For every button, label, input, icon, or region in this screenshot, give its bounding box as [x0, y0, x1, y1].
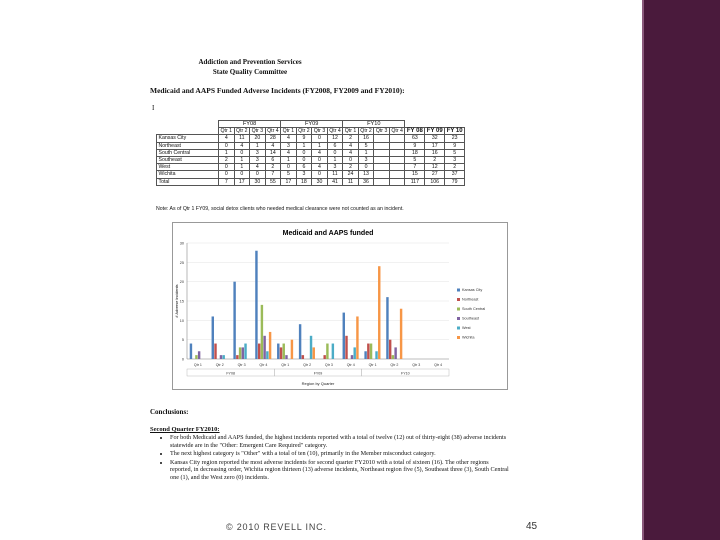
- table-cell: 32: [425, 135, 445, 142]
- table-cell: 9: [405, 142, 425, 149]
- y-tick-label: 5: [181, 338, 184, 343]
- y-tick-label: 10: [179, 318, 184, 323]
- table-cell: 30: [312, 178, 328, 185]
- legend-label: South Central: [462, 307, 486, 311]
- table-cell: 3: [250, 149, 266, 156]
- table-cell: 3: [281, 142, 297, 149]
- legend-label: West: [462, 326, 471, 330]
- table-cell: 17: [281, 178, 297, 185]
- table-cell: 1: [234, 156, 250, 163]
- table-cell: 0: [312, 171, 328, 178]
- table-cell: 11: [327, 171, 343, 178]
- table-cell: 0: [343, 156, 359, 163]
- y-tick-label: 25: [179, 260, 184, 265]
- table-cell: 17: [425, 142, 445, 149]
- y-tick-label: 30: [179, 241, 184, 246]
- quarter-header: Qtr 1: [282, 128, 295, 135]
- table-cell: 0: [312, 135, 328, 142]
- table-cell: 55: [265, 178, 281, 185]
- table-row: [157, 164, 465, 171]
- x-tick-label: Qtr 1: [193, 363, 202, 367]
- table-cell: 36: [358, 178, 374, 185]
- chart-bar: [389, 340, 391, 359]
- quarter-header: Qtr 2: [236, 128, 248, 135]
- table-cell: [389, 171, 405, 178]
- table-cell: 4: [281, 149, 297, 156]
- legend-swatch: [457, 327, 460, 330]
- doc-subtitle: Medicaid and AAPS Funded Adverse Incidents (FY2008, FY2009 and FY2010):: [150, 86, 405, 95]
- chart-bar: [400, 309, 402, 359]
- table-cell: 1: [312, 142, 328, 149]
- table-cell: 6: [265, 156, 281, 163]
- chart-bar: [269, 332, 271, 359]
- table-cell: 28: [265, 135, 281, 142]
- table-cell: 3: [296, 171, 312, 178]
- chart-bar: [190, 344, 192, 359]
- table-cell: 0: [219, 171, 235, 178]
- table-cell: 16: [425, 149, 445, 156]
- x-tick-label: Qtr 4: [259, 363, 268, 367]
- quarter-header: Qtr 1: [344, 128, 357, 135]
- chart-bar: [263, 336, 265, 359]
- incidents-table: [156, 120, 465, 186]
- table-cell: 5: [445, 149, 465, 156]
- chart-bar: [378, 266, 380, 359]
- quarter-header: Qtr 2: [298, 128, 310, 135]
- table-cell: 4: [312, 149, 328, 156]
- chart-bar: [283, 344, 285, 359]
- chart-bar: [258, 344, 260, 359]
- chart-bar: [370, 344, 372, 359]
- x-tick-label: Qtr 2: [390, 363, 399, 367]
- table-cell: 13: [358, 171, 374, 178]
- table-cell: 20: [250, 135, 266, 142]
- legend-swatch: [457, 289, 460, 292]
- group-label: FY10: [401, 371, 410, 376]
- table-row: [157, 142, 465, 149]
- table-cell: 3: [358, 156, 374, 163]
- chart-bar: [313, 347, 315, 359]
- table-cell: 7: [265, 171, 281, 178]
- chart: [172, 222, 508, 390]
- row-label: Total: [157, 178, 219, 185]
- chart-bar: [242, 347, 244, 359]
- chart-bar: [214, 344, 216, 359]
- table-cell: 0: [312, 156, 328, 163]
- chart-bar: [244, 344, 246, 359]
- chart-bar: [277, 344, 279, 359]
- quarter-header: Qtr 3: [251, 128, 264, 135]
- table-cell: 0: [219, 142, 235, 149]
- x-tick-label: Qtr 2: [303, 363, 312, 367]
- doc-title-line2: State Quality Committee: [212, 68, 288, 76]
- table-cell: 79: [445, 178, 465, 185]
- row-label: Southeast: [157, 156, 219, 163]
- chart-bar: [302, 355, 304, 359]
- table-cell: [374, 135, 390, 142]
- legend-label: Southeast: [462, 316, 480, 321]
- row-label: West: [157, 164, 219, 171]
- footer-copyright: © 2010 REVELL INC.: [226, 522, 327, 532]
- table-row: [157, 135, 465, 142]
- group-header: FY10: [343, 121, 405, 128]
- conclusions-subheading: Second Quarter FY2010:: [150, 426, 220, 433]
- table-cell: 0: [234, 149, 250, 156]
- table-cell: 117: [405, 178, 425, 185]
- chart-bar: [212, 316, 214, 359]
- chart-bar: [343, 313, 345, 359]
- table-cell: 0: [327, 149, 343, 156]
- row-label: Kansas City: [157, 135, 219, 142]
- table-cell: 2: [445, 164, 465, 171]
- table-cell: 11: [343, 178, 359, 185]
- quarter-header: Qtr 1: [220, 128, 233, 135]
- table-cell: 1: [234, 164, 250, 171]
- page-number: 45: [526, 521, 538, 532]
- table-cell: 4: [234, 142, 250, 149]
- legend-swatch: [457, 317, 460, 320]
- table-cell: 4: [265, 142, 281, 149]
- fy-header: FY 09: [426, 128, 443, 135]
- group-label: FY09: [313, 371, 323, 376]
- table-cell: 1: [296, 142, 312, 149]
- chart-bar: [332, 344, 334, 359]
- chart-bar: [356, 316, 358, 359]
- table-cell: 2: [425, 156, 445, 163]
- fy-header: FY 10: [446, 128, 463, 135]
- legend-label: Kansas City: [462, 288, 483, 292]
- table-cell: 0: [358, 164, 374, 171]
- table-cell: 2: [343, 164, 359, 171]
- table-cell: 30: [250, 178, 266, 185]
- table-cell: 4: [343, 149, 359, 156]
- table-cell: 5: [281, 171, 297, 178]
- table-cell: [374, 178, 390, 185]
- table-cell: 0: [296, 149, 312, 156]
- table-cell: 27: [425, 171, 445, 178]
- row-label: South Central: [157, 149, 219, 156]
- x-tick-label: Qtr 3: [324, 363, 333, 367]
- list-item: • The next highest category is "Other" with a total of ten (10), primarily in the Member misconduct category.: [170, 450, 510, 458]
- table-cell: 7: [405, 164, 425, 171]
- table-cell: [389, 142, 405, 149]
- table-cell: 0: [250, 171, 266, 178]
- table-note: Note: As of Qtr 1 FY09, social detox clients who needed medical clearance were not counted as an incident.: [156, 206, 404, 212]
- chart-bar: [220, 355, 222, 359]
- quarter-header: Qtr 4: [329, 128, 341, 135]
- table-cell: 63: [405, 135, 425, 142]
- chart-bar: [392, 355, 394, 359]
- table-cell: 7: [219, 178, 235, 185]
- chart-bar: [394, 347, 396, 359]
- side-panel: [642, 0, 720, 540]
- table-cell: 14: [265, 149, 281, 156]
- table-cell: 3: [445, 156, 465, 163]
- x-tick-label: Qtr 3: [237, 363, 246, 367]
- x-tick-label: Qtr 1: [368, 363, 377, 367]
- chart-bar: [255, 251, 257, 359]
- row-label: Northeast: [157, 142, 219, 149]
- chart-bar: [233, 282, 235, 359]
- list-item: • Kansas City region reported the most adverse incidents for second quarter FY2010 with a total of sixteen (16). The other regions reported, in decreasing order, Wichita region thirteen (13) adverse incidents, Northeast region five (5), Southeast three (3), South Central one (1), and the West zero (0) incidents.: [170, 459, 510, 482]
- table-row: [157, 171, 465, 178]
- table-cell: 6: [296, 164, 312, 171]
- table-cell: [389, 135, 405, 142]
- table-cell: 4: [281, 135, 297, 142]
- table-row: [157, 149, 465, 156]
- table-cell: 4: [250, 164, 266, 171]
- table-cell: 16: [358, 135, 374, 142]
- chart-bar: [323, 355, 325, 359]
- table-cell: [374, 142, 390, 149]
- table-cell: 106: [425, 178, 445, 185]
- conclusions-heading: Conclusions:: [150, 408, 189, 416]
- table-cell: 1: [358, 149, 374, 156]
- table-cell: 3: [327, 164, 343, 171]
- group-header: FY09: [281, 121, 343, 128]
- table-cell: 18: [296, 178, 312, 185]
- fy-header: FY 08: [406, 128, 423, 135]
- table-cell: 4: [312, 164, 328, 171]
- group-header: FY08: [219, 121, 281, 128]
- table-cell: 2: [219, 156, 235, 163]
- chart-bar: [367, 344, 369, 359]
- table-cell: 41: [327, 178, 343, 185]
- table-cell: 5: [358, 142, 374, 149]
- table-cell: 2: [265, 164, 281, 171]
- table-cell: 17: [234, 178, 250, 185]
- y-axis-label: # Adverse Incidents: [175, 284, 179, 318]
- x-axis-label: Region by Quarter: [301, 381, 335, 386]
- table-cell: 37: [445, 171, 465, 178]
- table-cell: 15: [405, 171, 425, 178]
- table-cell: 5: [405, 156, 425, 163]
- table-cell: 1: [219, 149, 235, 156]
- table-cell: 12: [327, 135, 343, 142]
- table-cell: [389, 164, 405, 171]
- table-cell: 2: [343, 135, 359, 142]
- table-cell: [389, 156, 405, 163]
- x-tick-label: Qtr 2: [215, 363, 224, 367]
- doc-title-line1: Addiction and Prevention Services: [198, 58, 302, 66]
- table-cell: 0: [281, 164, 297, 171]
- quarter-header: Qtr 4: [391, 128, 403, 135]
- table-cell: [374, 149, 390, 156]
- chart-title: Medicaid and AAPS funded: [282, 230, 374, 237]
- chart-bar: [266, 351, 268, 359]
- table-cell: 4: [219, 135, 235, 142]
- table-cell: 0: [219, 164, 235, 171]
- section-marker: I: [152, 104, 155, 112]
- table-row: [157, 156, 465, 163]
- side-panel-stripe: [642, 0, 644, 540]
- table-cell: 12: [425, 164, 445, 171]
- chart-bar: [285, 355, 287, 359]
- x-tick-label: Qtr 3: [412, 363, 421, 367]
- chart-bar: [310, 336, 312, 359]
- table-cell: 6: [327, 142, 343, 149]
- chart-bar: [386, 297, 388, 359]
- quarter-header: Qtr 3: [313, 128, 326, 135]
- chart-canvas: [173, 223, 507, 389]
- quarter-header: Qtr 3: [375, 128, 388, 135]
- y-tick-label: 20: [179, 280, 184, 285]
- table-cell: 18: [405, 149, 425, 156]
- x-tick-label: Qtr 1: [281, 363, 290, 367]
- legend-swatch: [457, 336, 460, 339]
- table-cell: 9: [296, 135, 312, 142]
- table-cell: [374, 164, 390, 171]
- conclusions-list: [158, 434, 510, 483]
- legend-swatch: [457, 298, 460, 301]
- table-cell: 0: [234, 171, 250, 178]
- chart-bar: [364, 351, 366, 359]
- table-cell: 1: [281, 156, 297, 163]
- table-cell: 0: [296, 156, 312, 163]
- chart-bar: [198, 351, 200, 359]
- quarter-header: Qtr 4: [267, 128, 279, 135]
- legend-label: Northeast: [462, 297, 479, 302]
- table-cell: 11: [234, 135, 250, 142]
- table-cell: 3: [250, 156, 266, 163]
- table-cell: [374, 171, 390, 178]
- row-label: Wichita: [157, 171, 219, 178]
- chart-bar: [375, 351, 377, 359]
- y-tick-label: 0: [181, 357, 184, 362]
- table-cell: 1: [327, 156, 343, 163]
- legend-swatch: [457, 308, 460, 311]
- table-cell: 1: [250, 142, 266, 149]
- table-cell: 9: [445, 142, 465, 149]
- list-item: • For both Medicaid and AAPS funded, the highest incidents reported with a total of twelve (12) out of thirty-eight (38) adverse incidents statewide are in the "Other: Emergent Care Required" category.: [170, 434, 510, 449]
- chart-bar: [280, 347, 282, 359]
- table-cell: 24: [343, 171, 359, 178]
- y-tick-label: 15: [179, 299, 184, 304]
- chart-bar: [195, 355, 197, 359]
- chart-bar: [299, 324, 301, 359]
- group-label: FY08: [226, 371, 235, 376]
- chart-bar: [345, 336, 347, 359]
- chart-bar: [351, 355, 353, 359]
- x-tick-label: Qtr 4: [346, 363, 355, 367]
- chart-bar: [239, 347, 241, 359]
- chart-bar: [261, 305, 263, 359]
- table-cell: [389, 149, 405, 156]
- table-cell: [374, 156, 390, 163]
- x-tick-label: Qtr 4: [434, 363, 443, 367]
- table-cell: [389, 178, 405, 185]
- chart-bar: [222, 355, 224, 359]
- quarter-header: Qtr 2: [360, 128, 372, 135]
- chart-bar: [353, 347, 355, 359]
- legend-label: Wichita: [462, 335, 475, 340]
- chart-bar: [326, 344, 328, 359]
- chart-bar: [236, 355, 238, 359]
- table-cell: 4: [343, 142, 359, 149]
- chart-bar: [291, 340, 293, 359]
- table-row: [157, 178, 465, 185]
- table-cell: 23: [445, 135, 465, 142]
